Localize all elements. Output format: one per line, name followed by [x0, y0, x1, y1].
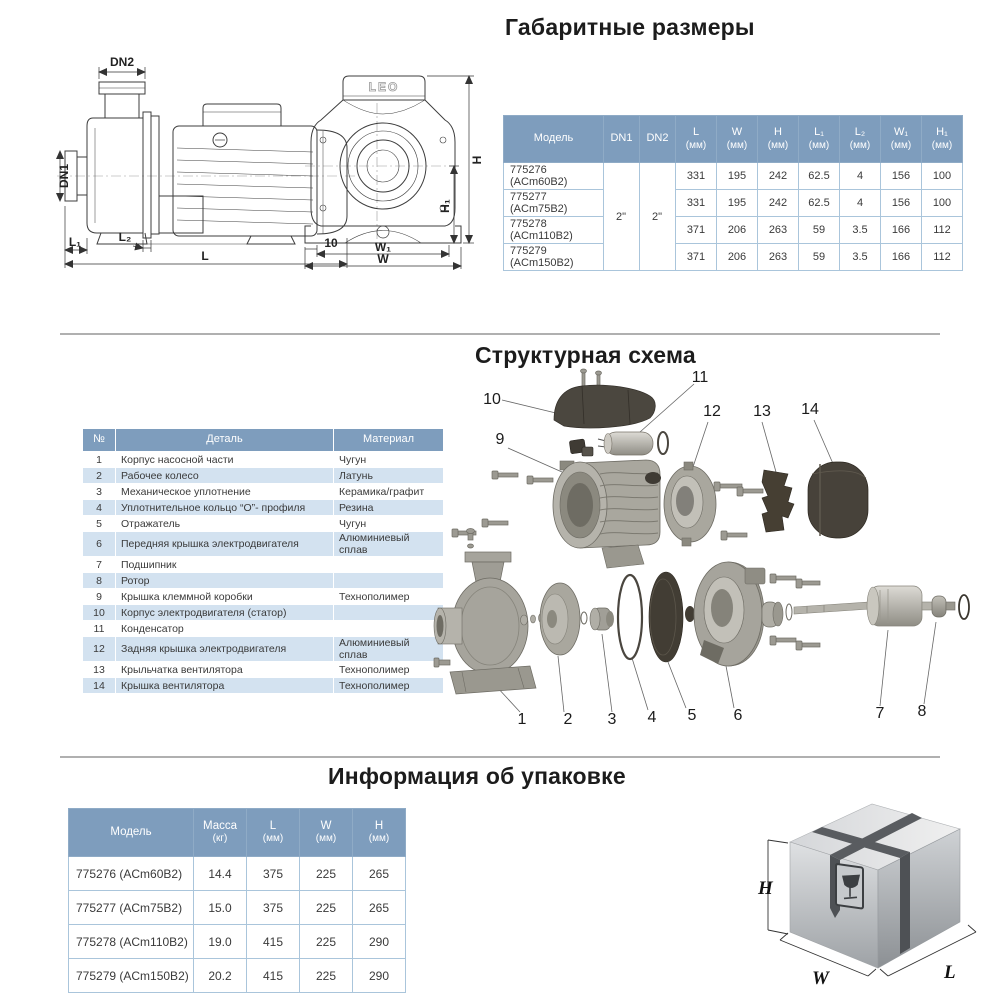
table-cell: 225: [300, 891, 353, 925]
table-cell: 156: [881, 190, 922, 217]
table-cell: 415: [247, 925, 300, 959]
part-capacitor: [569, 432, 653, 456]
table-cell: 11: [83, 621, 116, 637]
table-cell: 195: [717, 190, 758, 217]
box-label-h: H: [758, 878, 773, 899]
table-cell: 3.5: [840, 217, 881, 244]
bearing: [762, 602, 792, 627]
table-cell: [334, 621, 444, 637]
table-row: [69, 959, 406, 993]
part-impeller: [540, 583, 580, 655]
column-header: L₂ (мм): [840, 116, 881, 163]
table-cell: 263: [758, 217, 799, 244]
table-row: [69, 925, 406, 959]
part-rotor: [794, 586, 955, 626]
table-row: [83, 500, 444, 516]
table-row: [83, 516, 444, 532]
header-row: [504, 116, 963, 163]
table-row: [83, 468, 444, 484]
table-row: [504, 244, 963, 271]
column-header: №: [83, 429, 116, 452]
table-cell: 15.0: [194, 891, 247, 925]
section-title-dimensions: Габаритные размеры: [505, 14, 755, 40]
table-cell: Рабочее колесо: [116, 468, 334, 484]
table-cell: 263: [758, 244, 799, 271]
column-header: H (мм): [758, 116, 799, 163]
dimensions-table: [503, 115, 963, 271]
table-cell: 20.2: [194, 959, 247, 993]
column-header: Масса (кг): [194, 809, 247, 857]
table-cell: 415: [247, 959, 300, 993]
table-cell: 5: [83, 516, 116, 532]
column-header: DN1: [604, 116, 640, 163]
part-rear-cover: [664, 462, 716, 546]
column-header: Модель: [504, 116, 604, 163]
part-mechanical-seal: [590, 608, 614, 630]
table-cell: Керамика/графит: [334, 484, 444, 500]
packing-table: [68, 808, 406, 993]
callout-9: 9: [495, 431, 505, 448]
column-header: W₁ (мм): [881, 116, 922, 163]
table-cell: [334, 605, 444, 621]
callout-12: 12: [703, 403, 721, 420]
part-small-oring: [658, 432, 668, 454]
table-cell: 775279 (ACm150B2): [69, 959, 194, 993]
section-title-packing: Информация об упаковке: [328, 763, 626, 789]
table-cell: Крышка клеммной коробки: [116, 589, 334, 605]
table-cell: 265: [353, 891, 406, 925]
callout-1: 1: [517, 711, 527, 728]
table-cell: Крыльчатка вентилятора: [116, 662, 334, 678]
callout-5: 5: [687, 707, 697, 724]
table-cell: 112: [922, 244, 963, 271]
table-cell: Подшипник: [116, 557, 334, 573]
washer: [581, 612, 587, 624]
table-cell: 225: [300, 925, 353, 959]
table-cell: 8: [83, 573, 116, 589]
merged-cell: 2": [604, 163, 640, 271]
table-cell: 290: [353, 925, 406, 959]
table-cell: 1: [83, 452, 116, 468]
table-cell: Корпус насосной части: [116, 452, 334, 468]
header-row: [69, 809, 406, 857]
table-cell: 3.5: [840, 244, 881, 271]
table-cell: Конденсатор: [116, 621, 334, 637]
table-row: [504, 163, 963, 190]
table-row: [504, 217, 963, 244]
table-cell: Латунь: [334, 468, 444, 484]
table-cell: 265: [353, 857, 406, 891]
packaging-box-drawing: [752, 782, 1000, 997]
table-cell: 7: [83, 557, 116, 573]
table-cell: 100: [922, 163, 963, 190]
dim-label-offset10: 10: [324, 236, 338, 250]
table-cell: 242: [758, 163, 799, 190]
table-row: [83, 484, 444, 500]
dim-label-l2: L₂: [118, 230, 132, 244]
table-cell: Ротор: [116, 573, 334, 589]
column-header: Деталь: [116, 429, 334, 452]
dim-label-dn1: DN1: [57, 163, 71, 189]
table-cell: 225: [300, 959, 353, 993]
table-cell: Корпус электродвигателя (статор): [116, 605, 334, 621]
header-row: [83, 429, 444, 452]
table-cell: 775277 (ACm75B2): [69, 891, 194, 925]
table-cell: 9: [83, 589, 116, 605]
callout-6: 6: [733, 707, 743, 724]
table-row: [83, 557, 444, 573]
dim-label-w: W: [377, 252, 389, 266]
column-header: W (мм): [300, 809, 353, 857]
table-cell: 371: [676, 244, 717, 271]
table-cell: 112: [922, 217, 963, 244]
table-cell: 775276 (ACm60B2): [504, 163, 604, 190]
table-cell: 19.0: [194, 925, 247, 959]
table-row: [83, 589, 444, 605]
table-cell: 242: [758, 190, 799, 217]
table-cell: Отражатель: [116, 516, 334, 532]
table-cell: 2: [83, 468, 116, 484]
dim-label-l: L: [201, 249, 209, 263]
table-cell: 225: [300, 857, 353, 891]
table-row: [83, 605, 444, 621]
table-cell: 375: [247, 891, 300, 925]
table-cell: 775279 (ACm150B2): [504, 244, 604, 271]
table-cell: 331: [676, 190, 717, 217]
callout-10: 10: [483, 391, 501, 408]
table-cell: Механическое уплотнение: [116, 484, 334, 500]
table-cell: 10: [83, 605, 116, 621]
callout-11: 11: [691, 369, 709, 386]
part-fan-cover: [808, 462, 868, 538]
column-header: H₁ (мм): [922, 116, 963, 163]
table-cell: Алюминиевый сплав: [334, 532, 444, 557]
table-cell: 62.5: [799, 163, 840, 190]
part-front-cover: [694, 562, 765, 666]
column-header: DN2: [640, 116, 676, 163]
part-terminal-cover: [554, 385, 655, 428]
dim-label-dn2: DN2: [109, 55, 135, 69]
part-oring: [618, 575, 642, 659]
table-row: [83, 532, 444, 557]
dim-label-l1: L₁: [68, 235, 82, 249]
table-cell: Чугун: [334, 516, 444, 532]
column-header: L₁ (мм): [799, 116, 840, 163]
table-row: [69, 857, 406, 891]
exploded-numbers: [483, 369, 926, 728]
dim-label-h: H: [470, 155, 484, 165]
table-cell: 4: [840, 163, 881, 190]
table-cell: 166: [881, 217, 922, 244]
table-cell: 4: [83, 500, 116, 516]
section-divider: [60, 756, 940, 758]
part-pump-body: [434, 552, 536, 694]
callout-4: 4: [647, 709, 657, 726]
table-cell: Чугун: [334, 452, 444, 468]
table-cell: Резина: [334, 500, 444, 516]
table-cell: 59: [799, 217, 840, 244]
column-header: L (мм): [676, 116, 717, 163]
table-cell: 3: [83, 484, 116, 500]
exploded-view-diagram: [432, 362, 977, 742]
column-header: L (мм): [247, 809, 300, 857]
table-row: [83, 452, 444, 468]
box-label-w: W: [812, 968, 829, 989]
table-cell: 290: [353, 959, 406, 993]
small-ring: [685, 606, 695, 622]
table-cell: 775277 (ACm75B2): [504, 190, 604, 217]
pump-front-view: [305, 76, 461, 243]
part-stator-housing: [553, 460, 661, 568]
table-cell: 775278 (ACm110B2): [69, 925, 194, 959]
table-cell: 59: [799, 244, 840, 271]
callout-14: 14: [801, 401, 819, 418]
table-cell: 62.5: [799, 190, 840, 217]
merged-cell: 2": [640, 163, 676, 271]
part-circlip: [959, 595, 969, 619]
table-cell: Алюминиевый сплав: [334, 637, 444, 662]
dim-label-h1: H₁: [438, 199, 452, 213]
part-deflector: [649, 572, 683, 662]
pump-side-view: [65, 82, 347, 244]
table-cell: 4: [840, 190, 881, 217]
column-header: Материал: [334, 429, 444, 452]
fragile-icon: [836, 864, 863, 909]
table-cell: 13: [83, 662, 116, 678]
table-cell: 156: [881, 163, 922, 190]
table-row: [504, 190, 963, 217]
callout-8: 8: [917, 703, 927, 720]
pump-outline-drawing: [55, 48, 485, 273]
table-cell: Уплотнительное кольцо “О”- профиля: [116, 500, 334, 516]
table-row: [83, 573, 444, 589]
table-row: [83, 678, 444, 694]
table-cell: [334, 557, 444, 573]
table-cell: 14: [83, 678, 116, 694]
callout-7: 7: [875, 705, 885, 722]
table-cell: 100: [922, 190, 963, 217]
table-row: [83, 662, 444, 678]
table-cell: 14.4: [194, 857, 247, 891]
section-title-structure: Структурная схема: [475, 342, 696, 368]
table-cell: 375: [247, 857, 300, 891]
table-cell: [334, 573, 444, 589]
section-divider: [60, 333, 940, 335]
table-cell: Задняя крышка электродвигателя: [116, 637, 334, 662]
table-cell: 371: [676, 217, 717, 244]
column-header: W (мм): [717, 116, 758, 163]
dim-label-w1: W₁: [374, 240, 392, 254]
table-cell: 166: [881, 244, 922, 271]
table-cell: Технополимер: [334, 678, 444, 694]
leo-logo: LEO: [368, 80, 400, 94]
table-cell: 206: [717, 244, 758, 271]
side-view-dimensions: [60, 67, 347, 268]
table-cell: 206: [717, 217, 758, 244]
table-row: [83, 621, 444, 637]
table-cell: Технополимер: [334, 662, 444, 678]
table-cell: 6: [83, 532, 116, 557]
table-cell: 775278 (ACm110B2): [504, 217, 604, 244]
callout-2: 2: [563, 711, 573, 728]
column-header: Модель: [69, 809, 194, 857]
table-cell: 195: [717, 163, 758, 190]
table-cell: 331: [676, 163, 717, 190]
carton-box: [790, 804, 960, 968]
callout-13: 13: [753, 403, 771, 420]
table-row: [83, 637, 444, 662]
table-cell: 12: [83, 637, 116, 662]
box-label-l: L: [944, 962, 956, 983]
table-cell: Крышка вентилятора: [116, 678, 334, 694]
part-fan-impeller: [762, 470, 794, 532]
table-row: [69, 891, 406, 925]
column-header: H (мм): [353, 809, 406, 857]
table-cell: 775276 (ACm60B2): [69, 857, 194, 891]
parts-table: [82, 428, 444, 694]
table-cell: Передняя крышка электродвигателя: [116, 532, 334, 557]
table-cell: Технополимер: [334, 589, 444, 605]
callout-3: 3: [607, 711, 617, 728]
